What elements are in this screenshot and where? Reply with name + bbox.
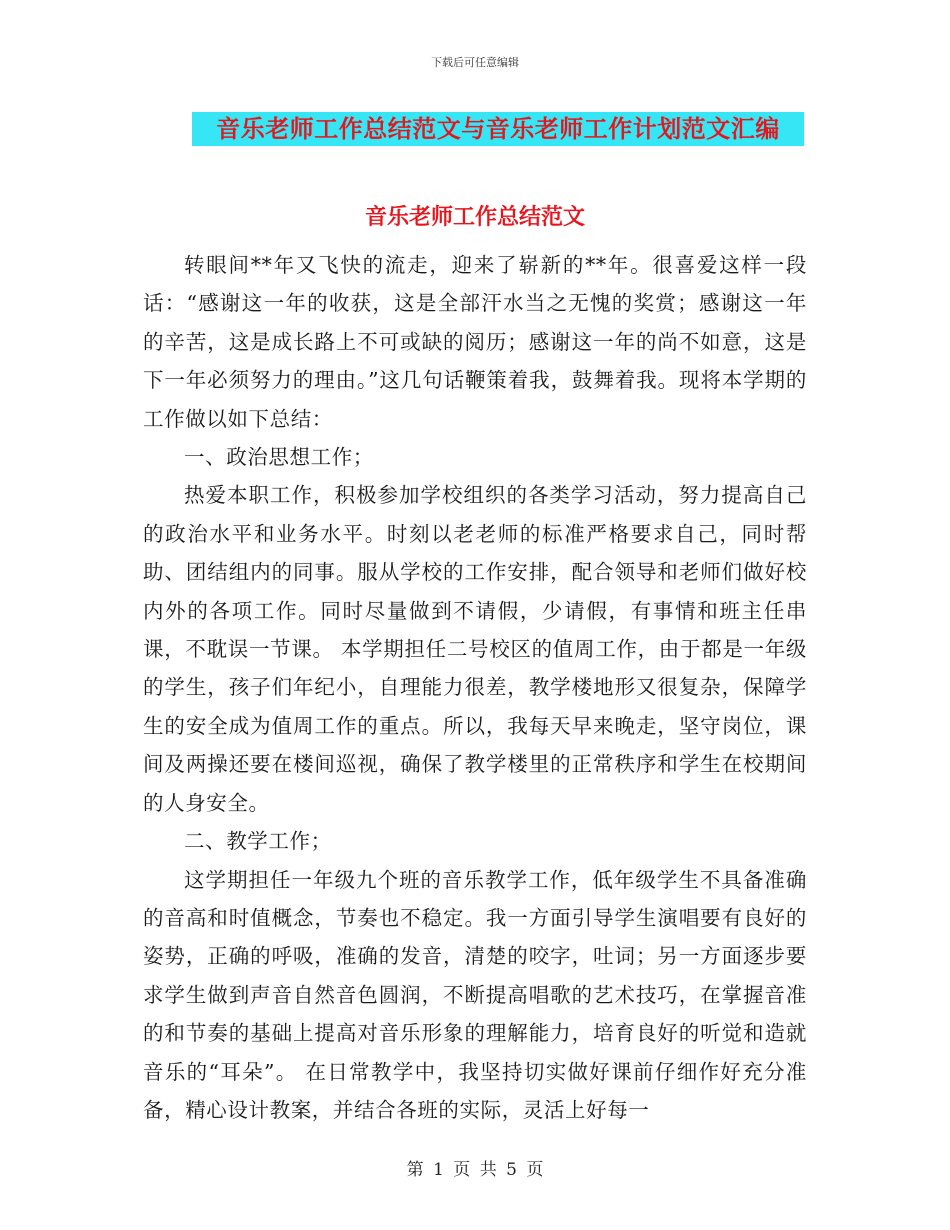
paragraph-teaching: 这学期担任一年级九个班的音乐教学工作，低年级学生不具备准确的音高和时值概念，节奏也不稳定。我一方面引导学生演唱要有良好的姿势，正确的呼吸，准确的发音，清楚的咬字，吐词；另一方面逐步要求学生做到声音自然音色圆润，不断提高唱歌的艺术技巧，在掌握音准的和节奏的基础上提高对音乐形象的理解能力，培育良好的听觉和造就音乐的“耳朵”。 在日常教学中，我坚持切实做好课前仔细作好充分准备，精心设计教案，并结合各班的实际，灵活上好每一 xyxy=(143,867,807,1122)
document-title: 音乐老师工作总结范文与音乐老师工作计划范文汇编 xyxy=(216,115,780,143)
paragraph-politics: 热爱本职工作，积极参加学校组织的各类学习活动，努力提高自己的政治水平和业务水平。时刻以老老师的标准严格要求自己，同时帮助、团结组内的同事。服从学校的工作安排，配合领导和老师们做好校内外的各项工作。同时尽量做到不请假，少请假，有事情和班主任串课，不耽误一节课。 本学期担任二号校区的值周工作，由于都是一年级的学生，孩子们年纪小，自理能力很差，教学楼地形又很复杂，保障学生的安全成为值周工作的重点。所以，我每天早来晚走，坚守岗位，课间及两操还要在楼间巡视，确保了教学楼里的正常秩序和学生在校期间的人身安全。 xyxy=(143,483,807,815)
document-body xyxy=(143,246,807,1129)
paragraph-intro: 转眼间**年又飞快的流走，迎来了崭新的**年。很喜爱这样一段话：“感谢这一年的收获，这是全部汗水当之无愧的奖赏；感谢这一年的辛苦，这是成长路上不可或缺的阅历；感谢这一年的尚不如意，这是下一年必须努力的理由。”这几句话鞭策着我，鼓舞着我。现将本学期的工作做以如下总结： xyxy=(143,253,807,431)
paragraph-heading-teaching: 二、教学工作； xyxy=(184,829,332,854)
page-footer-number: 第 1 页 共 5 页 xyxy=(406,1160,544,1180)
page-header-note: 下载后可任意编辑 xyxy=(431,56,519,69)
section-heading: 音乐老师工作总结范文 xyxy=(364,205,585,230)
paragraph-heading-politics: 一、政治思想工作； xyxy=(184,445,374,470)
